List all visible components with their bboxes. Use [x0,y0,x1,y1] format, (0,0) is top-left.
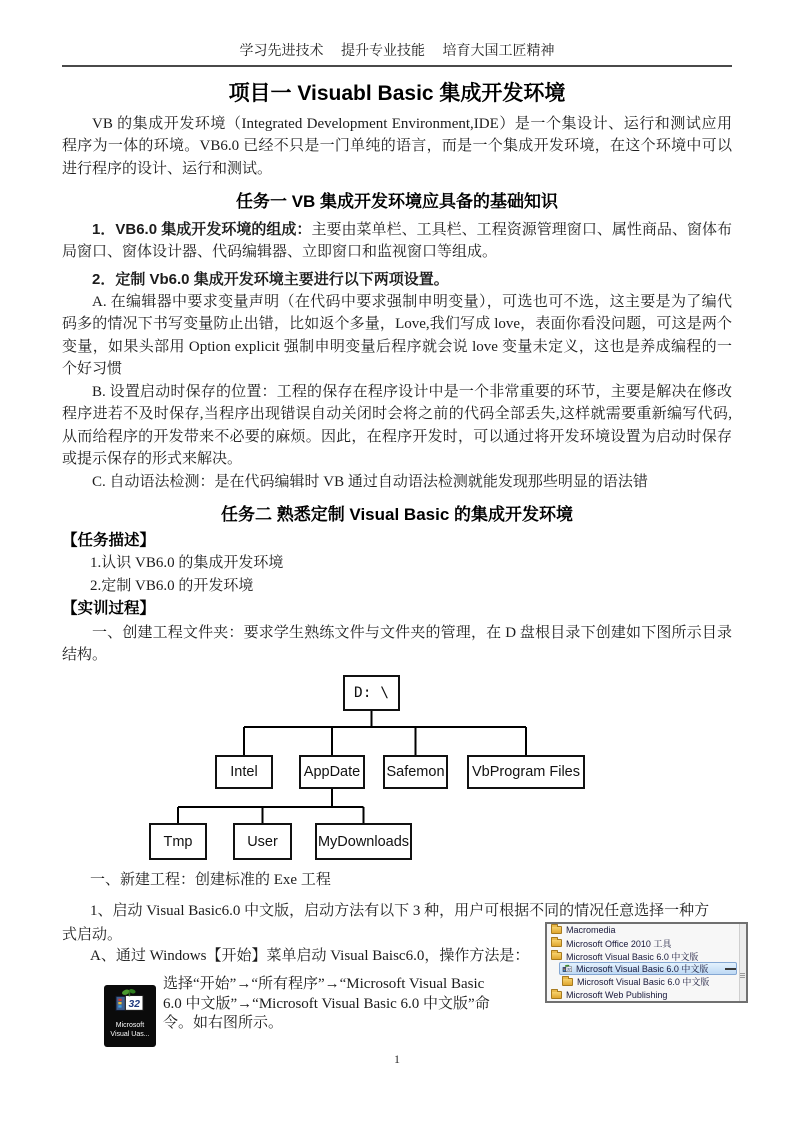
menu-item-label: Microsoft Office 2010 工具 [566,938,672,949]
task-description-item: 1.认识 VB6.0 的集成开发环境 [90,555,284,571]
shortcut-caption-line2: Visual Uas... [110,1030,150,1038]
tree-node-mydownloads: MyDownloads [315,823,412,860]
tree-node-intel: Intel [215,755,273,789]
start-menu-screenshot [545,922,748,1003]
menu-item-label: Microsoft Web Publishing [566,989,668,1000]
step2-heading: 一、新建工程：创建标准的 Exe 工程 [90,872,331,888]
launch-line1: 1、启动 Visual Basic6.0 中文版，启动方法有以下 3 种，用户可根据不同的情况任意选择一种方 [90,903,710,919]
launch-line5: 6.0 中文版”→“Microsoft Visual Basic 6.0 中文版”命 [163,996,490,1012]
folder-icon [562,978,573,986]
launch-line4: 选择“开始”→“所有程序”→“Microsoft Visual Basic [163,976,485,992]
menu-item-vb6-subfolder[interactable] [547,975,750,988]
launch-line2: 式启动。 [62,927,123,943]
tree-node-safemon: Safemon [383,755,448,789]
launch-line6: 令。如右图所示。 [163,1015,284,1031]
task1-para-b: B. 设置启动时保存的位置：工程的保存在程序设计中是一个非常重要的环节，主要是解决在修改程序进若不及时保存,当程序出现错误自动关闭时会将之前的代码全部丢失,这样就需要重新编写代码,从而给程序的开发带来不必要的麻烦。因此，在程序开发时，可以通过将开发环境设置为启动时保存或提示保存的形式来解决。 [62,384,732,468]
intro-paragraph: VB 的集成开发环境（Integrated Development Environment,IDE）是一个集设计、运行和测试应用程序为一体的环境。VB6.0 已经不只是一门单纯的语言，而是一个集成开发环境，在这个环境中可以进行程序的设计、运行和测试。 [62,116,732,177]
shortcut-caption-line1: Microsoft [115,1022,145,1029]
task1-para-c: C. 自动语法检测：是在代码编辑时 VB 通过自动语法检测就能发现那些明显的语法错 [92,474,648,490]
vb-program-icon [562,964,573,974]
vb-logo-icon [113,988,147,1016]
task1-item1-body: 主要由菜单栏、工具栏、工程资源管理窗口、属性商品、窗体布局窗口、窗体设计器、代码编辑器、立即窗口和监视窗口等组成。 [62,222,732,261]
task-description-label: 【任务描述】 [62,532,156,549]
launch-line3: A、通过 Windows【开始】菜单启动 Visual Baisc6.0，操作方法是： [90,948,530,964]
menu-item-label: Microsoft Visual Basic 6.0 中文版 [576,964,709,975]
page-header [62,40,732,67]
menu-item-label: Microsoft Visual Basic 6.0 中文版 [566,951,699,962]
callout-dash [725,968,737,970]
scrollbar-grip [740,972,745,979]
task2-heading: 任务二 熟悉定制 Visual Basic 的集成开发环境 [220,505,574,524]
page-title: 项目一 Visuabl Basic 集成开发环境 [228,82,566,105]
training-process-label: 【实训过程】 [62,600,156,617]
header-slogan: 学习先进技术 提升专业技能 培育大国工匠精神 [239,44,555,59]
folder-icon [551,991,562,999]
menu-item-label: Macromedia [566,925,616,936]
tree-node-appdate: AppDate [299,755,365,789]
menu-item-web-publishing[interactable] [547,988,739,1001]
task1-item1-lead: 1．VB6.0 集成开发环境的组成： [92,221,312,238]
menu-scrollbar[interactable] [739,924,746,1001]
task1-item2: 2．定制 Vb6.0 集成开发环境主要进行以下两项设置。 [92,271,449,288]
menu-item-vb6-folder[interactable] [547,950,739,963]
tree-node-root: D: \ [343,675,400,711]
folder-icon [551,926,562,934]
task-description-item: 2.定制 VB6.0 的开发环境 [90,578,254,594]
task1-item1 [62,219,732,264]
folder-icon [551,952,562,960]
tree-node-tmp: Tmp [149,823,207,860]
menu-item-vb6-program-selected[interactable] [559,962,737,975]
task1-para-a: A. 在编辑器中要求变量声明（在代码中要求强制申明变量），可选也可不选，这主要是为了编代码多的情况下书写变量防止出错，比如返个多量，Love,我们写成 love，表面你看没问题，可这是两个变量，如果头部用 Option explicit 强制申明变量后程序就会说 love 变量未定义，这也是养成编程的一个好习惯 [62,294,732,378]
menu-item-macromedia[interactable] [547,924,739,937]
folder-icon [551,939,562,947]
tree-node-user: User [233,823,292,860]
page-number: 1 [394,1052,400,1066]
menu-item-office-tools[interactable] [547,937,739,950]
vb-desktop-shortcut[interactable] [104,985,156,1047]
menu-item-label: Microsoft Visual Basic 6.0 中文版 [577,977,710,988]
task1-heading: 任务一 VB 集成开发环境应具备的基础知识 [235,192,559,211]
step1-paragraph: 一、创建工程文件夹：要求学生熟练文件与文件夹的管理，在 D 盘根目录下创建如下图所示目录结构。 [62,625,732,664]
tree-node-vbprogram-files: VbProgram Files [467,755,585,789]
